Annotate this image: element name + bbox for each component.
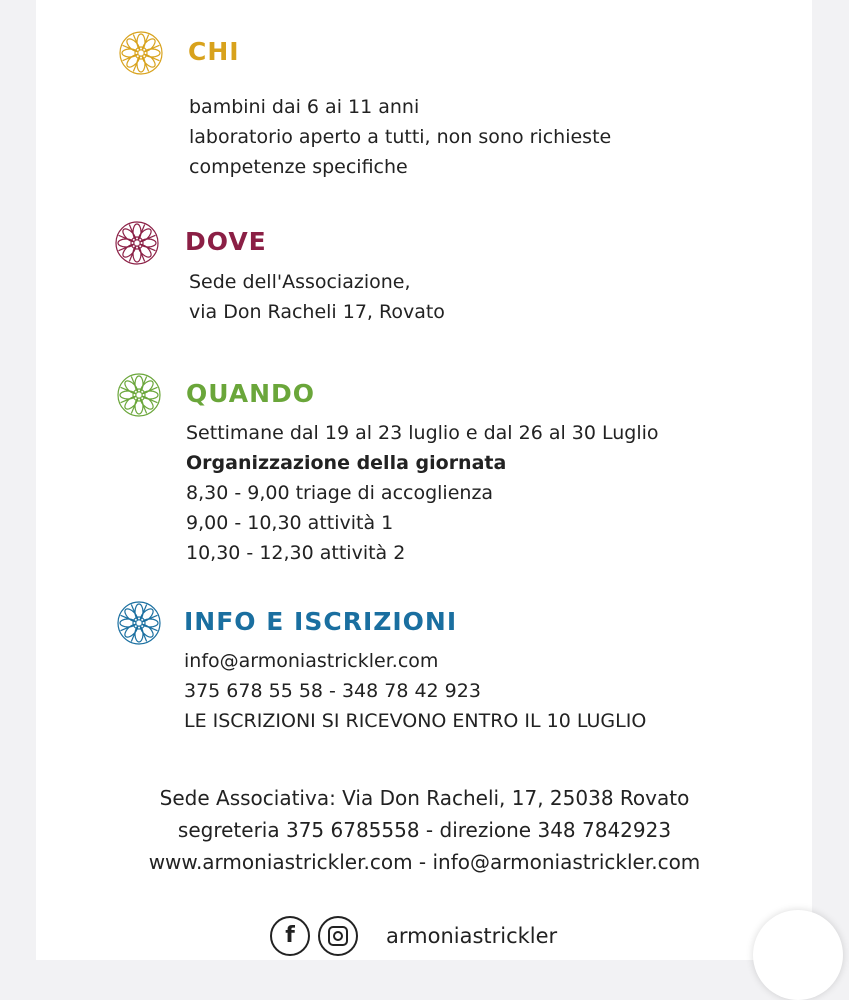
section-body-chi — [189, 92, 611, 182]
section-title-chi: CHI — [188, 37, 240, 66]
text-line: bambini dai 6 ai 11 anni — [189, 96, 420, 118]
section-title-info: INFO E ISCRIZIONI — [184, 607, 458, 636]
footer-line: Sede Associativa: Via Don Racheli, 17, 25038 Rovato — [159, 786, 690, 810]
mandala-icon — [116, 600, 162, 646]
section-body-dove — [189, 267, 445, 327]
text-line: 8,30 - 9,00 triage di accoglienza — [186, 482, 494, 504]
facebook-icon[interactable] — [270, 916, 310, 956]
footer-line: segreteria 375 6785558 - direzione 348 7842923 — [177, 818, 672, 842]
instagram-glyph — [328, 926, 348, 946]
text-line-bold: Organizzazione della giornata — [186, 452, 507, 474]
mandala-icon — [116, 372, 162, 418]
text-line: LE ISCRIZIONI SI RICEVONO ENTRO IL 10 LUGLIO — [184, 710, 647, 732]
text-line: laboratorio aperto a tutti, non sono richieste — [189, 126, 612, 148]
floating-action-button[interactable] — [753, 910, 843, 1000]
social-handle: armoniastrickler — [386, 924, 558, 948]
section-title-quando: QUANDO — [186, 379, 316, 408]
section-body-quando — [186, 418, 659, 568]
text-line: Settimane dal 19 al 23 luglio e dal 26 al 30 Luglio — [186, 422, 659, 444]
mandala-icon — [114, 220, 160, 266]
section-title-dove: DOVE — [185, 227, 267, 256]
footer-line: www.armoniastrickler.com - info@armoniastrickler.com — [148, 850, 701, 874]
mandala-icon — [118, 30, 164, 76]
text-line: competenze specifiche — [189, 156, 408, 178]
text-line: 9,00 - 10,30 attività 1 — [186, 512, 394, 534]
social-bar — [270, 914, 557, 958]
text-line: 375 678 55 58 - 348 78 42 923 — [184, 680, 481, 702]
instagram-icon[interactable] — [318, 916, 358, 956]
text-line: 10,30 - 12,30 attività 2 — [186, 542, 406, 564]
footer-address — [0, 782, 849, 878]
text-line: info@armoniastrickler.com — [184, 650, 439, 672]
section-body-info — [184, 646, 646, 736]
facebook-glyph: f — [285, 923, 295, 948]
text-line: Sede dell'Associazione, — [189, 271, 411, 293]
text-line: via Don Racheli 17, Rovato — [189, 301, 445, 323]
